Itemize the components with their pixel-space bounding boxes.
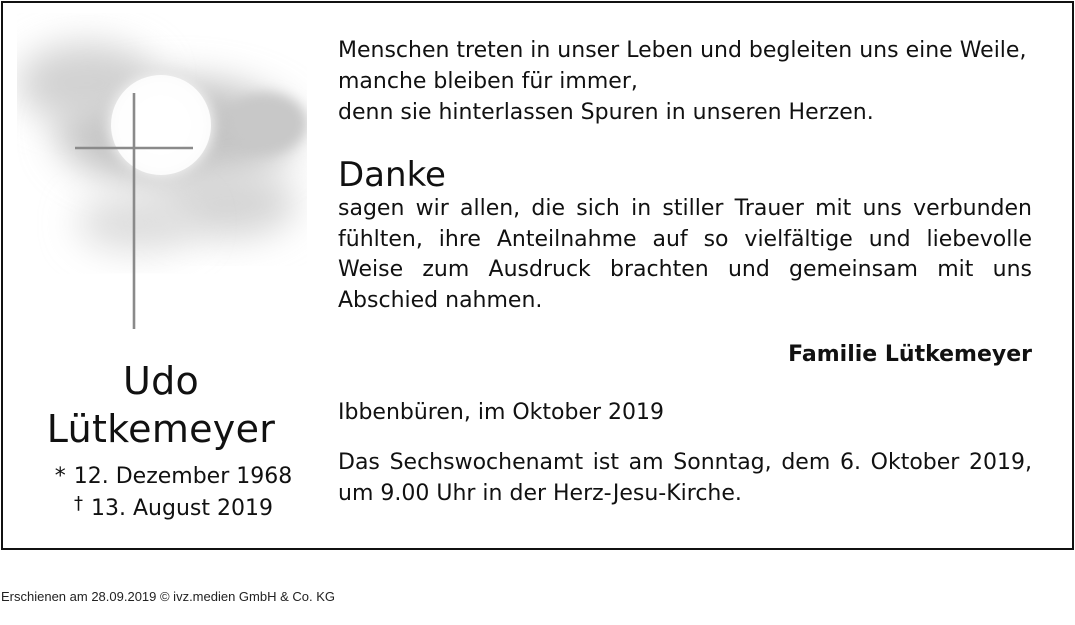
- death-date: 13. August 2019: [91, 496, 273, 521]
- birth-date: 12. Dezember 1968: [73, 464, 293, 489]
- verse-line: manche bleiben für immer,: [338, 69, 638, 94]
- verse-line: Menschen treten in unser Leben und begleiten uns eine Weile,: [338, 38, 1027, 63]
- death-dagger-icon: †: [74, 493, 84, 514]
- notice-text-column: [338, 35, 1032, 509]
- death-date-row: [51, 493, 296, 525]
- life-dates: [51, 461, 296, 525]
- publication-footer: Erschienen am 28.09.2019 © ivz.medien GmbH & Co. KG: [1, 589, 336, 604]
- thanks-heading: Danke: [338, 155, 446, 195]
- deceased-first-name: Udo: [122, 359, 200, 403]
- family-signature: Familie Lütkemeyer: [788, 342, 1032, 367]
- obituary-notice: [1, 1, 1074, 550]
- verse: [338, 35, 1032, 128]
- memorial-service-text: Das Sechswochenamt ist am Sonntag, dem 6. Oktober 2019, um 9.00 Uhr in der Herz-Jesu-Kirche.: [338, 450, 1032, 506]
- thanks-text: sagen wir allen, die sich in stiller Trauer mit uns verbunden fühlten, ihre Anteilnahme auf so vielfältige und liebevolle Weise zum Ausdruck brachten und gemeinsam mit uns Abschied nahmen.: [338, 196, 1032, 313]
- cross-moon-clouds-image: [17, 13, 307, 343]
- birth-date-row: [51, 461, 296, 493]
- deceased-last-name: Lütkemeyer: [46, 407, 276, 451]
- place-date: Ibbenbüren, im Oktober 2019: [338, 400, 665, 425]
- verse-line: denn sie hinterlassen Spuren in unseren Herzen.: [338, 100, 874, 125]
- birth-star-icon: *: [54, 464, 66, 489]
- deceased-name: [31, 357, 291, 453]
